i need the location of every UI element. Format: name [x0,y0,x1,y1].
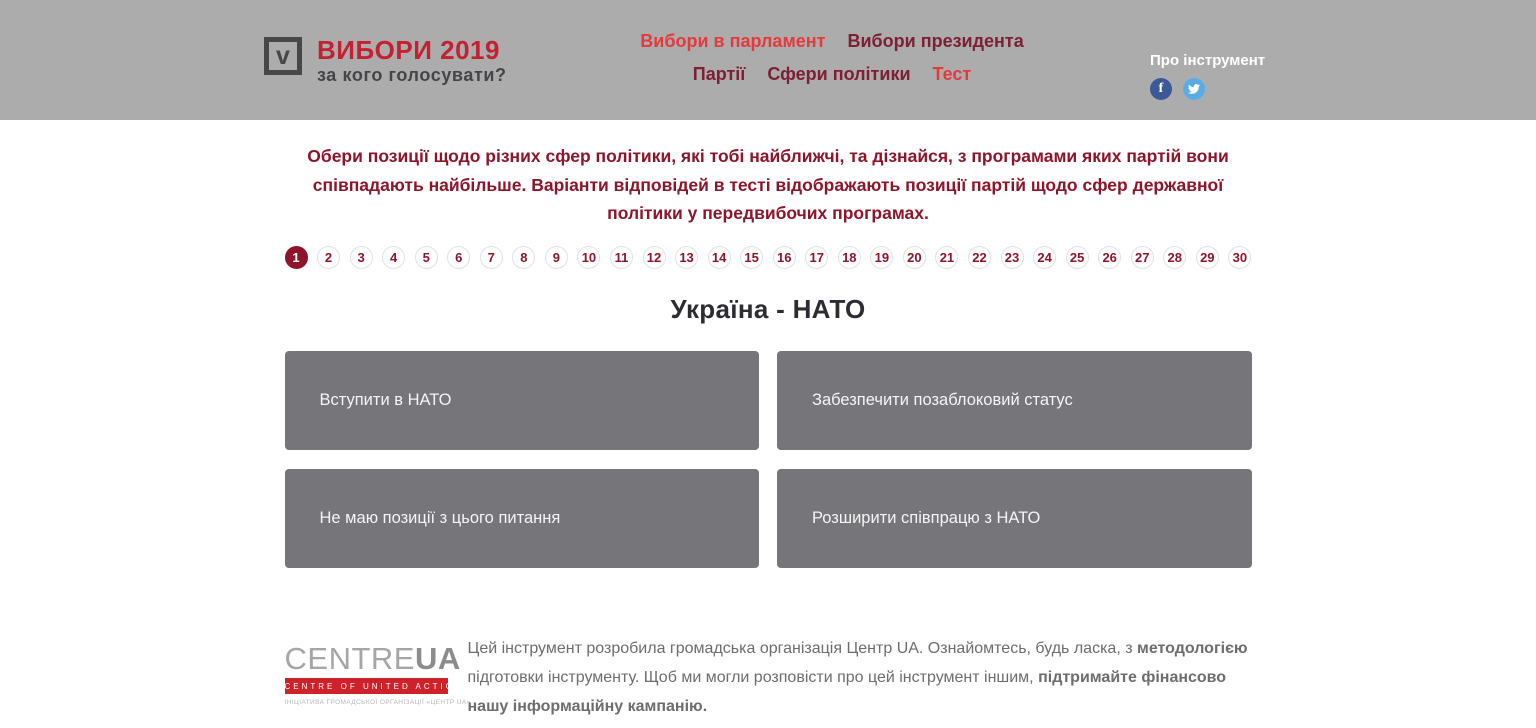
question-number-22[interactable]: 22 [968,246,991,269]
question-number-4[interactable]: 4 [382,246,405,269]
nav-link-president-elections[interactable]: Вибори президента [847,31,1024,51]
question-number-16[interactable]: 16 [773,246,796,269]
centreua-logo-name [284,640,461,676]
nav-row-bottom [648,64,1016,85]
centreua-logo[interactable] [284,634,473,721]
footer [285,634,1252,721]
about-tool-link[interactable]: Про інструмент [1150,52,1266,69]
question-number-17[interactable]: 17 [805,246,828,269]
question-title: Україна - НАТО [670,293,866,324]
footer-text [468,634,1252,721]
question-number-8[interactable]: 8 [512,246,535,269]
question-number-11[interactable]: 11 [610,246,633,269]
logo-subtitle: за кого голосувати? [317,65,507,85]
question-number-28[interactable]: 28 [1163,246,1186,269]
question-number-27[interactable]: 27 [1131,246,1154,269]
question-number-14[interactable]: 14 [708,246,731,269]
nav-link-test[interactable]: Тест [932,64,972,84]
question-number-23[interactable]: 23 [1001,246,1024,269]
nav-link-parliament-elections[interactable]: Вибори в парламент [640,31,826,51]
answer-option-1[interactable]: Вступити в НАТО [285,351,760,450]
question-number-18[interactable]: 18 [838,246,861,269]
question-number-26[interactable]: 26 [1098,246,1121,269]
question-number-19[interactable]: 19 [870,246,893,269]
question-number-13[interactable]: 13 [675,246,698,269]
question-number-21[interactable]: 21 [935,246,958,269]
nav-link-parties[interactable]: Партії [692,64,746,84]
question-number-1[interactable]: 1 [285,246,308,269]
question-number-24[interactable]: 24 [1033,246,1056,269]
footer-plain-text-2: підготовки інструменту. Щоб ми могли розповісти про цей інструмент іншим, [467,668,1039,686]
main-content [285,142,1252,721]
question-number-6[interactable]: 6 [447,246,470,269]
answer-option-3[interactable]: Не маю позиції з цього питання [285,469,760,568]
logo-title: ВИБОРИ 2019 [317,35,500,65]
nav-link-policy-areas[interactable]: Сфери політики [767,64,911,84]
site-header [0,0,1536,120]
question-number-15[interactable]: 15 [740,246,763,269]
logo-v-icon [264,37,302,75]
intro-text: Обери позиції щодо різних сфер політики, які тобі найближчі, та дізнайся, з програмами яких партій вони співпадають найбільше. Варіанти відповідей в тесті відображають позиції партій щодо сфер державної політики у передвибочих програмах. [307,146,1229,223]
twitter-icon[interactable] [1183,78,1205,100]
nav-row-top [640,31,1024,52]
centreua-name-light: CENTRE [284,640,415,676]
question-number-30[interactable]: 30 [1228,246,1251,269]
question-number-3[interactable]: 3 [350,246,373,269]
centreua-subline: ІНІЦІАТИВА ГРОМАДСЬКОЇ ОРГАНІЗАЦІЇ «ЦЕНТР UA» [284,698,471,706]
main-nav [640,31,1024,97]
footer-link-text-1[interactable]: методологією [1136,639,1248,657]
about-block [1150,52,1265,100]
question-number-9[interactable]: 9 [545,246,568,269]
question-number-25[interactable]: 25 [1066,246,1089,269]
centreua-name-bold: UA [414,640,461,676]
footer-plain-text-0: Цей інструмент розробила громадська організація Центр UA. Ознайомтесь, будь ласка, з [467,639,1137,657]
question-number-10[interactable]: 10 [577,246,600,269]
centreua-tagline: CENTRE OF UNITED ACTIONS [285,678,448,694]
footer-link-text-3[interactable]: підтримайте фінансово нашу інформаційну кампанію. [467,668,1227,715]
twitter-bird-glyph [1188,83,1200,95]
question-number-20[interactable]: 20 [903,246,926,269]
answer-option-2[interactable]: Забезпечити позаблоковий статус [777,351,1252,450]
social-icons [1150,78,1265,100]
question-pagination [285,246,1252,269]
site-logo[interactable] [264,37,507,86]
answer-option-4[interactable]: Розширити співпрацю з НАТО [777,469,1252,568]
facebook-icon[interactable]: f [1150,78,1172,100]
logo-text [317,37,507,86]
question-number-5[interactable]: 5 [415,246,438,269]
question-number-29[interactable]: 29 [1196,246,1219,269]
question-number-12[interactable]: 12 [643,246,666,269]
question-number-7[interactable]: 7 [480,246,503,269]
answers-grid [285,351,1252,568]
logo-v-glyph: v [276,41,290,70]
question-number-2[interactable]: 2 [317,246,340,269]
